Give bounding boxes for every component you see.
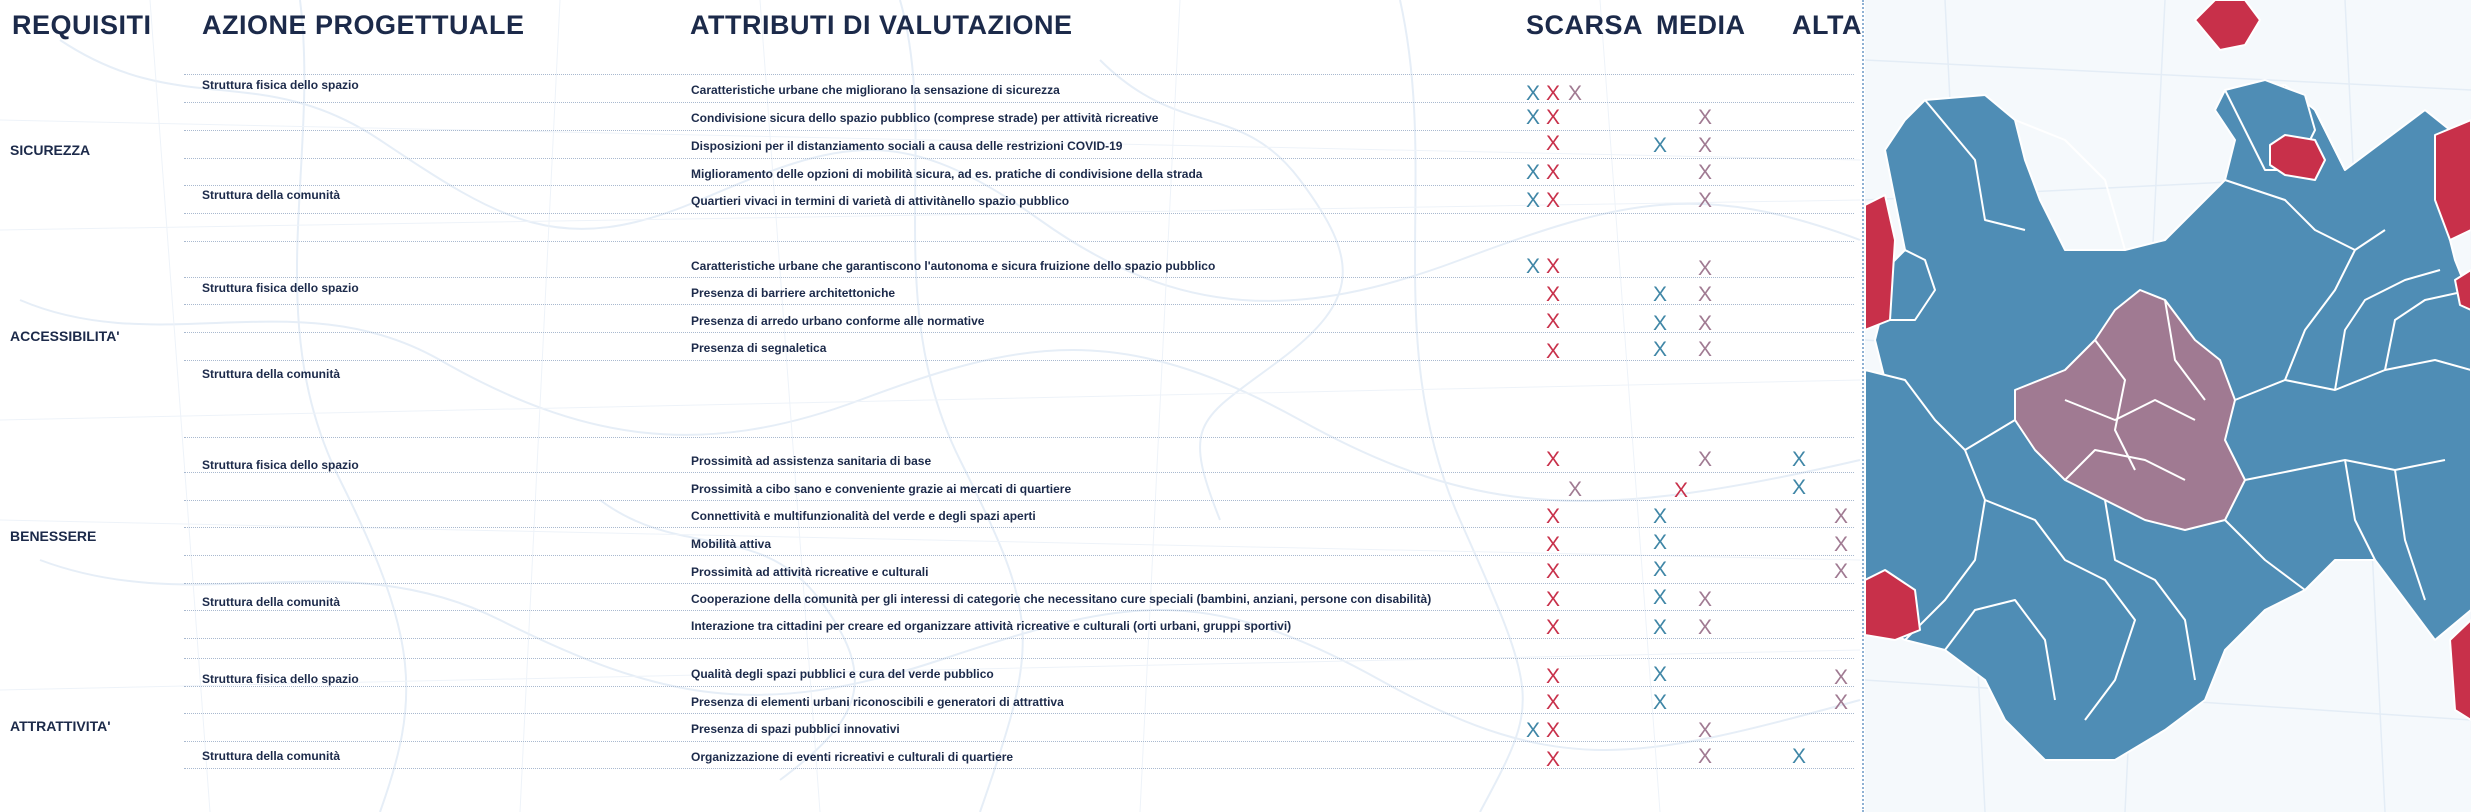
mark-mauve: X xyxy=(1697,283,1712,306)
mark-red: X xyxy=(1545,719,1560,742)
row-separator xyxy=(184,277,1854,278)
mark-red: X xyxy=(1545,106,1560,129)
row-separator xyxy=(184,332,1854,333)
header-requisiti: REQUISITI xyxy=(12,10,152,40)
row-separator xyxy=(184,583,1854,584)
mark-blue: X xyxy=(1652,283,1667,306)
mark-blue: X xyxy=(1525,82,1540,105)
requirement-benessere: BENESSERE xyxy=(10,528,97,544)
attribute-row: Miglioramento delle opzioni di mobilità sicura, ad es. pratiche di condivisione della strada xyxy=(691,167,1203,181)
requirement-attrattivita: ATTRATTIVITA' xyxy=(10,718,111,734)
mark-blue: X xyxy=(1652,338,1667,361)
mark-mauve: X xyxy=(1697,745,1712,768)
action-struttura-comunita-accessibilita: Struttura della comunità xyxy=(202,367,341,381)
header-media: MEDIA xyxy=(1656,10,1746,40)
attribute-row: Disposizioni per il distanziamento sociali a causa delle restrizioni COVID-19 xyxy=(691,139,1123,153)
row-separator xyxy=(184,527,1854,528)
mark-mauve: X xyxy=(1567,478,1582,501)
row-separator xyxy=(184,500,1854,501)
mark-red: X xyxy=(1545,505,1560,528)
mark-blue: X xyxy=(1652,505,1667,528)
header-scarsa: SCARSA xyxy=(1526,10,1644,40)
requirement-accessibilita: ACCESSIBILITA' xyxy=(10,328,120,344)
mark-mauve: X xyxy=(1833,505,1848,528)
mark-red: X xyxy=(1545,255,1560,278)
mark-mauve: X xyxy=(1697,448,1712,471)
action-struttura-fisica-sicurezza: Struttura fisica dello spazio xyxy=(202,78,359,92)
mark-red: X xyxy=(1545,132,1560,155)
mark-red: X xyxy=(1545,340,1560,363)
action-struttura-comunita-benessere: Struttura della comunità xyxy=(202,595,341,609)
action-struttura-fisica-benessere: Struttura fisica dello spazio xyxy=(202,458,359,472)
divider-dotted-line xyxy=(1862,0,1864,812)
row-separator xyxy=(184,130,1854,131)
row-separator xyxy=(184,741,1854,742)
mark-red: X xyxy=(1545,748,1560,771)
row-separator xyxy=(184,74,1854,75)
attribute-row: Condivisione sicura dello spazio pubblico (comprese strade) per attività ricreative xyxy=(691,111,1159,125)
mark-red: X xyxy=(1545,161,1560,184)
row-separator xyxy=(184,185,1854,186)
mark-blue: X xyxy=(1791,448,1806,471)
district-map xyxy=(1865,0,2471,812)
mark-red: X xyxy=(1545,448,1560,471)
mark-blue: X xyxy=(1791,745,1806,768)
mark-blue: X xyxy=(1652,663,1667,686)
attribute-row: Caratteristiche urbane che migliorano la sensazione di sicurezza xyxy=(691,83,1060,97)
header-alta: ALTA xyxy=(1792,10,1862,40)
row-separator xyxy=(184,241,1854,242)
mark-mauve: X xyxy=(1697,719,1712,742)
mark-red: X xyxy=(1545,560,1560,583)
mark-red: X xyxy=(1545,310,1560,333)
row-separator xyxy=(184,555,1854,556)
attribute-row: Presenza di arredo urbano conforme alle normative xyxy=(691,314,985,328)
attribute-row: Presenza di barriere architettoniche xyxy=(691,286,896,300)
mark-mauve: X xyxy=(1697,161,1712,184)
mark-blue: X xyxy=(1652,531,1667,554)
mark-blue: X xyxy=(1652,558,1667,581)
action-struttura-fisica-attrattivita: Struttura fisica dello spazio xyxy=(202,672,359,686)
mark-red: X xyxy=(1545,616,1560,639)
mark-mauve: X xyxy=(1697,312,1712,335)
attribute-row: Presenza di spazi pubblici innovativi xyxy=(691,722,900,736)
row-separator xyxy=(184,437,1854,438)
mark-red: X xyxy=(1545,82,1560,105)
mark-mauve: X xyxy=(1697,257,1712,280)
attribute-row: Organizzazione di eventi ricreativi e culturali di quartiere xyxy=(691,750,1014,764)
attribute-row: Prossimità a cibo sano e conveniente grazie ai mercati di quartiere xyxy=(691,482,1072,496)
row-separator xyxy=(184,158,1854,159)
row-separator xyxy=(184,472,1854,473)
row-separator xyxy=(184,610,1854,611)
attribute-row: Prossimità ad attività ricreative e culturali xyxy=(691,565,929,579)
mark-mauve: X xyxy=(1697,189,1712,212)
mark-red: X xyxy=(1545,189,1560,212)
mark-blue: X xyxy=(1791,476,1806,499)
row-separator xyxy=(184,686,1854,687)
row-separator xyxy=(184,102,1854,103)
mark-mauve: X xyxy=(1697,338,1712,361)
header-attributi-di-valutazione: ATTRIBUTI DI VALUTAZIONE xyxy=(690,10,1073,40)
mark-blue: X xyxy=(1525,255,1540,278)
mark-red: X xyxy=(1545,283,1560,306)
mark-red: X xyxy=(1545,691,1560,714)
mark-mauve: X xyxy=(1697,106,1712,129)
header-azione-progettuale: AZIONE PROGETTUALE xyxy=(202,10,525,40)
mark-blue: X xyxy=(1652,586,1667,609)
row-separator xyxy=(184,768,1854,769)
row-separator xyxy=(184,360,1854,361)
mark-mauve: X xyxy=(1567,82,1582,105)
mark-blue: X xyxy=(1525,106,1540,129)
attribute-row: Prossimità ad assistenza sanitaria di base xyxy=(691,454,932,468)
attribute-row: Cooperazione della comunità per gli interessi di categorie che necessitano cure speciali (bambini, anziani, persone con disabilità) xyxy=(691,592,1432,606)
mark-blue: X xyxy=(1652,691,1667,714)
mark-mauve: X xyxy=(1697,588,1712,611)
attribute-row: Connettività e multifunzionalità del verde e degli spazi aperti xyxy=(691,509,1036,523)
mark-mauve: X xyxy=(1833,691,1848,714)
mark-blue: X xyxy=(1652,134,1667,157)
attribute-row: Presenza di segnaletica xyxy=(691,341,827,355)
attribute-row: Mobilità attiva xyxy=(691,537,772,551)
mark-red: X xyxy=(1545,588,1560,611)
row-separator xyxy=(184,213,1854,214)
mark-red: X xyxy=(1545,533,1560,556)
action-struttura-fisica-accessibilita: Struttura fisica dello spazio xyxy=(202,281,359,295)
mark-red: X xyxy=(1673,479,1688,502)
mark-blue: X xyxy=(1652,312,1667,335)
attribute-row: Caratteristiche urbane che garantiscono l'autonoma e sicura fruizione dello spazio pubblico xyxy=(691,259,1216,273)
attribute-row: Presenza di elementi urbani riconoscibili e generatori di attrattiva xyxy=(691,695,1064,709)
requirement-sicurezza: SICUREZZA xyxy=(10,142,91,158)
attribute-row: Quartieri vivaci in termini di varietà di attivitànello spazio pubblico xyxy=(691,194,1070,208)
action-struttura-comunita-attrattivita: Struttura della comunità xyxy=(202,749,341,763)
mark-mauve: X xyxy=(1833,666,1848,689)
row-separator xyxy=(184,658,1854,659)
row-separator xyxy=(184,713,1854,714)
mark-mauve: X xyxy=(1697,616,1712,639)
mark-mauve: X xyxy=(1833,533,1848,556)
mark-blue: X xyxy=(1652,616,1667,639)
mark-blue: X xyxy=(1525,161,1540,184)
row-separator xyxy=(184,304,1854,305)
mark-mauve: X xyxy=(1833,560,1848,583)
mark-mauve: X xyxy=(1697,134,1712,157)
action-struttura-comunita-sicurezza: Struttura della comunità xyxy=(202,188,341,202)
attribute-row: Qualità degli spazi pubblici e cura del verde pubblico xyxy=(691,667,994,681)
mark-blue: X xyxy=(1525,719,1540,742)
row-separator xyxy=(184,638,1854,639)
mark-red: X xyxy=(1545,665,1560,688)
mark-blue: X xyxy=(1525,189,1540,212)
attribute-row: Interazione tra cittadini per creare ed organizzare attività ricreative e culturali (orti urbani, gruppi sportivi) xyxy=(691,619,1292,633)
